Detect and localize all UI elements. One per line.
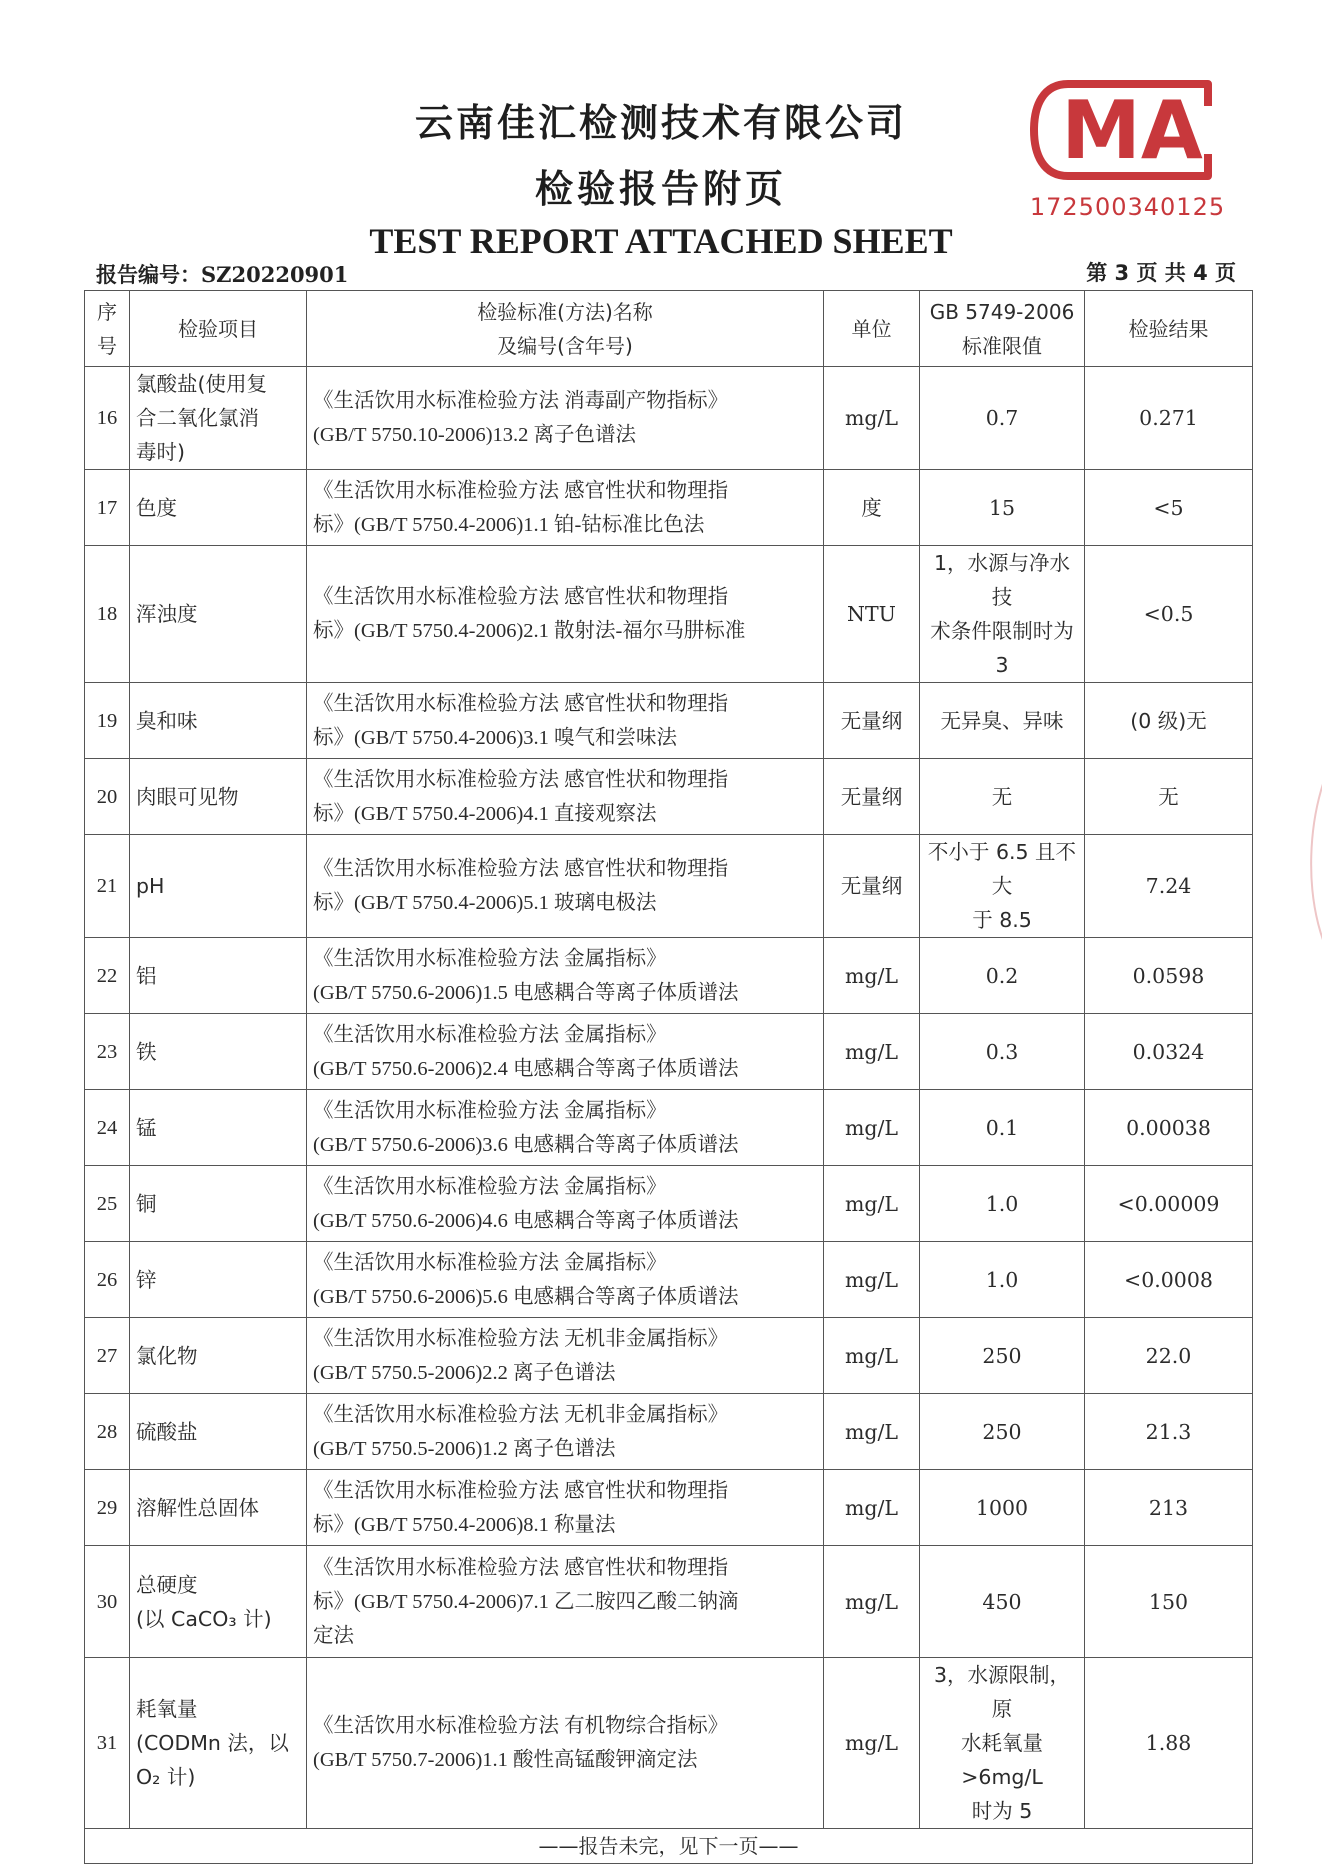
unit: 度 [824, 470, 920, 546]
cma-logo [1028, 76, 1222, 184]
test-method [307, 1394, 824, 1470]
test-method [307, 683, 824, 759]
test-item-line: 浑浊度 [136, 602, 198, 626]
header-limit-line: GB 5749-2006 [929, 299, 1075, 324]
test-method [307, 1090, 824, 1166]
unit: 无量纲 [824, 683, 920, 759]
test-item-line: 毒时) [136, 440, 185, 464]
standard-limit-line: 0.7 [985, 406, 1019, 430]
standard-limit-line: 250 [982, 1343, 1022, 1368]
test-method [307, 1318, 824, 1394]
test-item [130, 835, 307, 938]
table-row [85, 683, 1253, 759]
test-method-line: 《生活饮用水标准检验方法 感官性状和物理指 [313, 692, 729, 715]
test-method-line: 标》(GB/T 5750.4-2006)4.1 直接观察法 [313, 802, 657, 825]
standard-limit-line: 450 [982, 1589, 1022, 1614]
row-number: 20 [85, 759, 130, 835]
standard-limit-line: 0.3 [985, 1039, 1019, 1064]
header-result: 检验结果 [1085, 291, 1253, 367]
test-method-line: 《生活饮用水标准检验方法 感官性状和物理指 [313, 1479, 729, 1502]
standard-limit-line: 3 [995, 653, 1009, 677]
standard-limit [920, 1166, 1085, 1242]
standard-limit-line: 无 [991, 784, 1013, 809]
test-result: 0.271 [1085, 367, 1253, 470]
test-item-line: 总硬度 [136, 1572, 198, 1597]
standard-limit-line: 1000 [975, 1495, 1029, 1520]
test-item-line: 色度 [136, 495, 177, 520]
test-result: 无 [1085, 759, 1253, 835]
standard-limit-line: 0.1 [985, 1115, 1019, 1140]
test-method [307, 938, 824, 1014]
test-item [130, 1014, 307, 1090]
row-number: 19 [85, 683, 130, 759]
test-item-line: 铝 [136, 963, 157, 988]
test-method-line: 标》(GB/T 5750.4-2006)1.1 铂-钴标准比色法 [313, 513, 705, 536]
english-title: TEST REPORT ATTACHED SHEET [369, 221, 953, 261]
test-item [130, 683, 307, 759]
standard-limit [920, 1394, 1085, 1470]
test-item-line: 臭和味 [136, 708, 198, 733]
test-method [307, 835, 824, 938]
report-subtitle: 检验报告附页 [534, 167, 787, 211]
test-item [130, 1394, 307, 1470]
test-item-line: 合二氧化氯消 [136, 406, 259, 430]
test-method [307, 1242, 824, 1318]
unit: mg/L [824, 1090, 920, 1166]
test-results-table [84, 290, 1253, 1864]
test-item [130, 367, 307, 470]
table-row [85, 1242, 1253, 1318]
unit: mg/L [824, 1318, 920, 1394]
unit: mg/L [824, 1166, 920, 1242]
test-method [307, 1014, 824, 1090]
test-result: <0.5 [1085, 546, 1253, 683]
table-row [85, 759, 1253, 835]
test-item-line: 氯化物 [136, 1343, 198, 1368]
test-result: (0 级)无 [1085, 683, 1253, 759]
standard-limit-line: 1.0 [985, 1191, 1019, 1216]
test-method-line: 《生活饮用水标准检验方法 金属指标》 [313, 1023, 667, 1046]
test-method-line: (GB/T 5750.6-2006)3.6 电感耦合等离子体质谱法 [313, 1133, 739, 1156]
test-method-line: 《生活饮用水标准检验方法 无机非金属指标》 [313, 1327, 729, 1350]
standard-limit [920, 835, 1085, 938]
test-item-line: 铜 [136, 1191, 157, 1216]
row-number: 25 [85, 1166, 130, 1242]
standard-limit-line: 不小于 6.5 且不大 [927, 840, 1077, 898]
test-item [130, 1090, 307, 1166]
test-item [130, 546, 307, 683]
test-method-line: 《生活饮用水标准检验方法 金属指标》 [313, 947, 667, 970]
test-method-line: 《生活饮用水标准检验方法 感官性状和物理指 [313, 586, 729, 608]
row-number: 31 [85, 1658, 130, 1829]
table-row [85, 1470, 1253, 1546]
test-item-line: 氯酸盐(使用复 [136, 372, 267, 396]
standard-limit [920, 546, 1085, 683]
test-item-line: 肉眼可见物 [136, 784, 239, 809]
test-item [130, 470, 307, 546]
header-no-line: 号 [97, 333, 117, 358]
test-method-line: 标》(GB/T 5750.4-2006)8.1 称量法 [313, 1513, 616, 1536]
test-method-line: (GB/T 5750.6-2006)5.6 电感耦合等离子体质谱法 [313, 1285, 739, 1308]
header-method-line: 检验标准(方法)名称 [477, 299, 653, 324]
test-method-line: (GB/T 5750.6-2006)4.6 电感耦合等离子体质谱法 [313, 1209, 739, 1232]
test-method-line: 《生活饮用水标准检验方法 金属指标》 [313, 1251, 667, 1274]
test-item-line: pH [136, 874, 165, 898]
standard-limit-line: 250 [982, 1419, 1022, 1444]
test-item [130, 759, 307, 835]
test-item-line: 铁 [136, 1039, 157, 1064]
test-method-line: (GB/T 5750.10-2006)13.2 离子色谱法 [313, 424, 637, 446]
standard-limit [920, 759, 1085, 835]
test-item [130, 1546, 307, 1658]
test-item [130, 1658, 307, 1829]
unit: 无量纲 [824, 759, 920, 835]
test-method-line: (GB/T 5750.6-2006)1.5 电感耦合等离子体质谱法 [313, 981, 739, 1004]
standard-limit [920, 683, 1085, 759]
standard-limit [920, 1470, 1085, 1546]
standard-limit-line: 1.0 [985, 1267, 1019, 1292]
test-method-line: (GB/T 5750.5-2006)2.2 离子色谱法 [313, 1361, 616, 1384]
test-method [307, 759, 824, 835]
row-number: 21 [85, 835, 130, 938]
test-method-line: 《生活饮用水标准检验方法 感官性状和物理指 [313, 858, 729, 880]
test-item-line: (CODMn 法，以 [136, 1731, 289, 1755]
test-method-line: 《生活饮用水标准检验方法 无机非金属指标》 [313, 1403, 729, 1426]
unit: mg/L [824, 1014, 920, 1090]
standard-limit-line: 无异臭、异味 [940, 708, 1064, 733]
standard-limit [920, 1658, 1085, 1829]
test-method-line: 《生活饮用水标准检验方法 金属指标》 [313, 1099, 667, 1122]
table-row [85, 470, 1253, 546]
report-number-value: SZ20220901 [201, 262, 349, 287]
test-result: <5 [1085, 470, 1253, 546]
header-unit: 单位 [824, 291, 920, 367]
test-method [307, 546, 824, 683]
standard-limit [920, 367, 1085, 470]
test-method-line: (GB/T 5750.7-2006)1.1 酸性高锰酸钾滴定法 [313, 1749, 698, 1771]
standard-limit [920, 1242, 1085, 1318]
header-no-line: 序 [97, 299, 117, 324]
test-item-line: 耗氧量 [136, 1697, 198, 1721]
row-number: 22 [85, 938, 130, 1014]
header-item: 检验项目 [130, 291, 307, 367]
table-row [85, 367, 1253, 470]
row-number: 18 [85, 546, 130, 683]
test-item [130, 1318, 307, 1394]
cma-logo-text: MA [1061, 84, 1203, 177]
unit: NTU [824, 546, 920, 683]
test-result: 150 [1085, 1546, 1253, 1658]
table-header-row [85, 291, 1253, 367]
standard-limit-line: 术条件限制时为 [930, 619, 1074, 643]
test-method-line: 《生活饮用水标准检验方法 金属指标》 [313, 1175, 667, 1198]
row-number: 27 [85, 1318, 130, 1394]
test-method-line: 《生活饮用水标准检验方法 有机物综合指标》 [313, 1715, 729, 1737]
test-item-line: (以 CaCO₃ 计) [136, 1606, 272, 1631]
unit: mg/L [824, 1394, 920, 1470]
standard-limit [920, 1546, 1085, 1658]
row-number: 29 [85, 1470, 130, 1546]
test-item-line: O₂ 计) [136, 1765, 196, 1789]
page-indicator: 第 3 页 共 4 页 [1086, 261, 1236, 285]
report-number [96, 259, 348, 289]
test-result: 0.0324 [1085, 1014, 1253, 1090]
standard-limit-line: 15 [988, 495, 1016, 520]
row-number: 17 [85, 470, 130, 546]
red-seal-edge [1285, 730, 1322, 990]
test-item-line: 硫酸盐 [136, 1419, 198, 1444]
test-method-line: 标》(GB/T 5750.4-2006)7.1 乙二胺四乙酸二钠滴 [313, 1590, 739, 1613]
test-method-line: 《生活饮用水标准检验方法 感官性状和物理指 [313, 768, 729, 791]
row-number: 24 [85, 1090, 130, 1166]
test-result: 21.3 [1085, 1394, 1253, 1470]
table-row [85, 835, 1253, 938]
test-result: 0.00038 [1085, 1090, 1253, 1166]
unit: 无量纲 [824, 835, 920, 938]
unit: mg/L [824, 1658, 920, 1829]
table-row [85, 1090, 1253, 1166]
header-limit [920, 291, 1085, 367]
row-number: 23 [85, 1014, 130, 1090]
test-method-line: 《生活饮用水标准检验方法 感官性状和物理指 [313, 479, 729, 502]
standard-limit-line: 0.2 [985, 963, 1019, 988]
standard-limit-line: 时为 5 [971, 1799, 1033, 1823]
report-number-label: 报告编号： [96, 263, 201, 287]
test-method [307, 367, 824, 470]
test-method [307, 1658, 824, 1829]
test-method [307, 1470, 824, 1546]
test-result: 0.0598 [1085, 938, 1253, 1014]
header-limit-line: 标准限值 [962, 333, 1042, 358]
test-method-line: (GB/T 5750.6-2006)2.4 电感耦合等离子体质谱法 [313, 1057, 739, 1080]
unit: mg/L [824, 938, 920, 1014]
standard-limit [920, 938, 1085, 1014]
cma-number: 172500340125 [1029, 193, 1226, 221]
standard-limit-line: 水耗氧量>6mg/L [961, 1731, 1043, 1789]
standard-limit [920, 1090, 1085, 1166]
test-method-line: 标》(GB/T 5750.4-2006)5.1 玻璃电极法 [313, 892, 657, 914]
test-result: 1.88 [1085, 1658, 1253, 1829]
row-number: 30 [85, 1546, 130, 1658]
test-method-line: (GB/T 5750.5-2006)1.2 离子色谱法 [313, 1437, 616, 1460]
test-method-line: 标》(GB/T 5750.4-2006)3.1 嗅气和尝味法 [313, 726, 678, 749]
report-continued-note: ——报告未完，见下一页—— [85, 1829, 1253, 1864]
unit: mg/L [824, 367, 920, 470]
table-footer-row [85, 1829, 1253, 1864]
table-row [85, 938, 1253, 1014]
header-method-line: 及编号(含年号) [497, 333, 633, 358]
table-row [85, 1014, 1253, 1090]
company-name: 云南佳汇检测技术有限公司 [414, 101, 907, 145]
test-item [130, 1242, 307, 1318]
unit: mg/L [824, 1470, 920, 1546]
test-result: <0.00009 [1085, 1166, 1253, 1242]
table-row [85, 546, 1253, 683]
test-method-line: 定法 [313, 1624, 354, 1647]
test-item [130, 1470, 307, 1546]
standard-limit [920, 1014, 1085, 1090]
header-no [85, 291, 130, 367]
row-number: 26 [85, 1242, 130, 1318]
row-number: 28 [85, 1394, 130, 1470]
table-row [85, 1658, 1253, 1829]
table-row [85, 1166, 1253, 1242]
standard-limit [920, 1318, 1085, 1394]
test-result: 22.0 [1085, 1318, 1253, 1394]
header-method [307, 291, 824, 367]
row-number: 16 [85, 367, 130, 470]
test-result: 213 [1085, 1470, 1253, 1546]
test-item [130, 1166, 307, 1242]
table-row [85, 1394, 1253, 1470]
standard-limit-line: 3，水源限制，原 [933, 1663, 1071, 1721]
standard-limit-line: 于 8.5 [972, 908, 1032, 932]
test-method [307, 1166, 824, 1242]
standard-limit-line: 1，水源与净水技 [933, 551, 1071, 609]
test-method [307, 1546, 824, 1658]
unit: mg/L [824, 1242, 920, 1318]
test-method-line: 标》(GB/T 5750.4-2006)2.1 散射法-福尔马肼标准 [313, 620, 746, 642]
standard-limit [920, 470, 1085, 546]
table-row [85, 1546, 1253, 1658]
test-method-line: 《生活饮用水标准检验方法 消毒副产物指标》 [313, 390, 729, 412]
test-method [307, 470, 824, 546]
test-item-line: 锰 [136, 1115, 157, 1140]
test-item-line: 锌 [136, 1267, 157, 1292]
table-row [85, 1318, 1253, 1394]
unit: mg/L [824, 1546, 920, 1658]
test-method-line: 《生活饮用水标准检验方法 感官性状和物理指 [313, 1556, 729, 1579]
test-item [130, 938, 307, 1014]
test-result: 7.24 [1085, 835, 1253, 938]
test-result: <0.0008 [1085, 1242, 1253, 1318]
test-item-line: 溶解性总固体 [136, 1495, 259, 1520]
